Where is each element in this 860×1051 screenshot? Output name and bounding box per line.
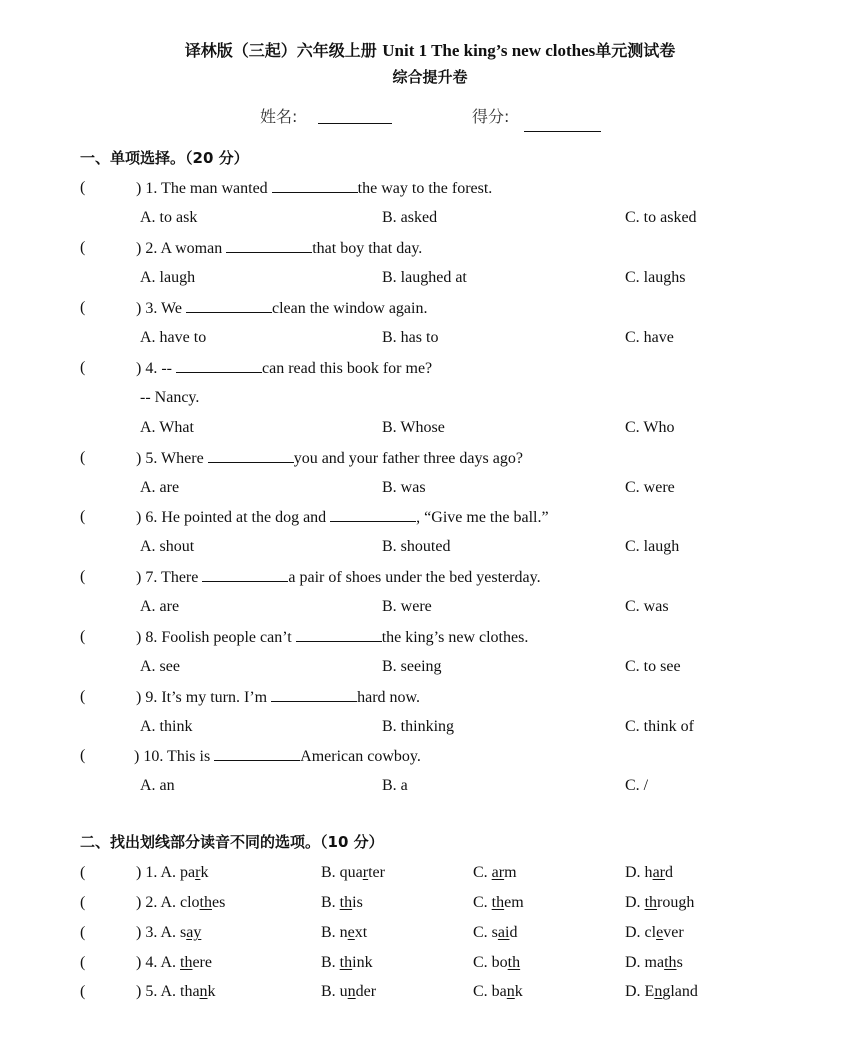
question-stem-before: This is [167, 748, 215, 765]
answer-blank[interactable] [330, 508, 416, 522]
question-number: ) 3. A. [136, 924, 180, 941]
option-a[interactable]: A. are [140, 598, 180, 615]
answer-paren: ( [80, 628, 86, 645]
answer-paren: ( [80, 568, 86, 585]
option-a[interactable]: park [180, 864, 209, 881]
option-a[interactable]: A. see [140, 658, 180, 675]
answer-paren: ( [80, 954, 86, 971]
section2-heading: 二、找出划线部分读音不同的选项。（10 分） [80, 833, 384, 851]
page-subtitle: 综合提升卷 [392, 68, 468, 86]
option-b[interactable]: B. was [382, 479, 426, 496]
option-c[interactable]: C. / [625, 777, 649, 794]
question-stem-after: the way to the forest. [357, 180, 493, 197]
title-cn-suffix: 单元测试卷 [595, 41, 676, 60]
option-a[interactable]: A. shout [140, 538, 195, 555]
question-number: ) 5. A. [136, 983, 180, 1000]
option-d[interactable]: D. England [625, 983, 698, 1000]
phonics-row-start [136, 983, 216, 1001]
question-text [136, 299, 427, 318]
question-text [136, 688, 420, 707]
option-b[interactable]: B. laughed at [382, 269, 467, 286]
answer-paren: ( [80, 894, 86, 911]
question-number: ) 1. A. [136, 864, 180, 881]
underlined-letters: n [199, 983, 208, 1000]
question-stem-after: a pair of shoes under the bed yesterday. [288, 569, 541, 586]
question-text [136, 449, 523, 468]
answer-blank[interactable] [271, 688, 357, 702]
answer-paren: ( [80, 299, 86, 316]
answer-paren: ( [80, 864, 86, 881]
question-stem-before: Where [161, 450, 208, 467]
answer-paren: ( [80, 747, 86, 764]
option-b[interactable]: B. a [382, 777, 408, 794]
option-b[interactable]: B. next [321, 924, 368, 941]
underlined-letters: ay [186, 924, 202, 941]
option-c-cell [473, 954, 520, 972]
question-stem-before: A woman [160, 240, 227, 257]
underlined-letters: n [506, 983, 515, 1000]
option-a[interactable]: A. laugh [140, 269, 196, 286]
question-number: ) 5. [136, 450, 162, 467]
underlined-letters: r [195, 864, 201, 881]
option-c[interactable]: C. to asked [625, 209, 697, 226]
title-en: Unit 1 The king’s new clothes [382, 41, 596, 60]
score-label: 得分: [472, 107, 510, 126]
question-stem-after: can read this book for me? [261, 360, 433, 377]
underlined-letters: th [644, 894, 658, 911]
option-a[interactable]: A. have to [140, 329, 207, 346]
answer-paren: ( [80, 239, 86, 256]
option-a[interactable]: thank [180, 983, 216, 1000]
question-stem-before: We [161, 300, 186, 317]
option-c[interactable]: C. both [473, 954, 521, 971]
option-d[interactable]: D. maths [625, 954, 683, 971]
option-b[interactable]: B. think [321, 954, 373, 971]
option-d-cell [625, 924, 684, 942]
underlined-letters: th [507, 954, 521, 971]
question-stem-after: American cowboy. [300, 748, 421, 765]
option-b[interactable]: B. thinking [382, 718, 455, 735]
option-c[interactable]: C. said [473, 924, 518, 941]
option-a[interactable]: A. think [140, 718, 193, 735]
phonics-row-start [136, 894, 225, 912]
answer-paren: ( [80, 983, 86, 1000]
option-b[interactable]: B. quarter [321, 864, 385, 881]
underlined-letters: th [339, 954, 353, 971]
question-text [136, 508, 549, 527]
question-text [136, 359, 432, 378]
underlined-letters: e [656, 924, 664, 941]
option-c[interactable]: C. were [625, 479, 675, 496]
option-d-cell [625, 983, 698, 1001]
underlined-letters: ar [491, 864, 505, 881]
answer-blank[interactable] [186, 299, 272, 313]
option-b[interactable]: B. under [321, 983, 377, 1000]
answer-blank[interactable] [214, 747, 300, 761]
question-number: ) 6. [136, 509, 162, 526]
question-stem-before: -- [161, 360, 176, 377]
option-b-cell [321, 954, 373, 972]
answer-paren: ( [80, 924, 86, 941]
option-b[interactable]: B. this [321, 894, 363, 911]
underlined-letters: th [339, 894, 353, 911]
phonics-row-start [136, 864, 208, 882]
question-text [134, 747, 421, 766]
underlined-letters: ai [497, 924, 510, 941]
question-stem-before: Foolish people can’t [161, 629, 296, 646]
option-a[interactable]: A. an [140, 777, 175, 794]
name-blank[interactable] [318, 109, 392, 124]
question-text [136, 239, 422, 258]
option-a[interactable]: A. are [140, 479, 180, 496]
question-number: ) 2. [136, 240, 161, 257]
option-b-cell [321, 864, 385, 882]
question-number: ) 1. [136, 180, 162, 197]
underlined-letters: e [347, 924, 355, 941]
score-blank[interactable] [524, 117, 601, 132]
option-b[interactable]: B. seeing [382, 658, 442, 675]
underlined-letters: ar [652, 864, 665, 881]
page-title [0, 38, 860, 61]
option-b[interactable]: B. shouted [382, 538, 451, 555]
option-c[interactable]: C. laughs [625, 269, 686, 286]
question-stem-before: He pointed at the dog and [161, 509, 331, 526]
option-a[interactable]: there [180, 954, 212, 971]
answer-blank[interactable] [202, 568, 288, 582]
underlined-letters: th [199, 894, 212, 911]
question-number: ) 4. [136, 360, 162, 377]
question-text [136, 628, 528, 647]
option-c-cell [473, 983, 523, 1001]
option-c-cell [473, 924, 517, 942]
option-a[interactable]: clothes [180, 894, 226, 911]
option-b[interactable]: B. Whose [382, 419, 445, 436]
question-stem-after: the king’s new clothes. [381, 629, 529, 646]
option-c[interactable]: C. think of [625, 718, 694, 735]
option-b[interactable]: B. has to [382, 329, 439, 346]
option-d[interactable]: D. hard [625, 864, 673, 881]
section1-heading: 一、单项选择。（20 分） [80, 149, 249, 167]
question-number: ) 7. [136, 569, 162, 586]
question-stem-before: The man wanted [161, 180, 272, 197]
option-a[interactable]: say [180, 924, 202, 941]
underlined-letters: th [664, 954, 677, 971]
question-stem-after: , “Give me the ball.” [416, 509, 549, 526]
question-number: ) 10. [134, 748, 168, 765]
option-b[interactable]: B. asked [382, 209, 438, 226]
option-b-cell [321, 894, 363, 912]
question-stem-after: hard now. [357, 689, 421, 706]
question-number: ) 3. [136, 300, 162, 317]
answer-paren: ( [80, 508, 86, 525]
question-text [136, 179, 492, 198]
underlined-letters: n [347, 983, 356, 1000]
option-b-cell [321, 983, 376, 1001]
answer-paren: ( [80, 359, 86, 376]
question-number: ) 8. [136, 629, 162, 646]
option-c[interactable]: C. them [473, 894, 524, 911]
answer-blank[interactable] [272, 179, 358, 193]
option-c-cell [473, 894, 524, 912]
dialogue-reply: -- Nancy. [140, 389, 200, 406]
underlined-letters: th [491, 894, 505, 911]
answer-paren: ( [80, 688, 86, 705]
option-d-cell [625, 894, 694, 912]
option-c-cell [473, 864, 517, 882]
title-cn-prefix: 译林版（三起）六年级上册 [184, 41, 377, 60]
option-c[interactable]: C. was [625, 598, 669, 615]
question-stem-after: that boy that day. [312, 240, 423, 257]
answer-blank[interactable] [226, 239, 312, 253]
answer-blank[interactable] [208, 449, 294, 463]
question-stem-before: There [161, 569, 203, 586]
phonics-row-start [136, 924, 201, 942]
underlined-letters: th [180, 954, 193, 971]
option-d-cell [625, 954, 683, 972]
option-c[interactable]: C. laugh [625, 538, 680, 555]
name-label: 姓名: [260, 107, 298, 126]
answer-paren: ( [80, 449, 86, 466]
option-b-cell [321, 924, 367, 942]
option-c[interactable]: C. arm [473, 864, 517, 881]
underlined-letters: r [362, 864, 369, 881]
answer-blank[interactable] [176, 359, 262, 373]
question-number: ) 4. A. [136, 954, 180, 971]
option-d[interactable]: D. clever [625, 924, 684, 941]
option-b[interactable]: B. were [382, 598, 432, 615]
option-c[interactable]: C. have [625, 329, 674, 346]
question-stem-before: It’s my turn. I’m [161, 689, 272, 706]
question-stem-after: clean the window again. [271, 300, 428, 317]
question-number: ) 2. A. [136, 894, 180, 911]
option-d-cell [625, 864, 673, 882]
phonics-row-start [136, 954, 212, 972]
option-a[interactable]: A. What [140, 419, 194, 436]
underlined-letters: n [654, 983, 663, 1000]
option-c[interactable]: C. bank [473, 983, 523, 1000]
option-c[interactable]: C. Who [625, 419, 675, 436]
question-text [136, 568, 541, 587]
question-stem-after: you and your father three days ago? [293, 450, 523, 467]
answer-blank[interactable] [296, 628, 382, 642]
question-number: ) 9. [136, 689, 162, 706]
answer-paren: ( [80, 179, 86, 196]
option-a[interactable]: A. to ask [140, 209, 198, 226]
option-c[interactable]: C. to see [625, 658, 681, 675]
option-d[interactable]: D. through [625, 894, 695, 911]
